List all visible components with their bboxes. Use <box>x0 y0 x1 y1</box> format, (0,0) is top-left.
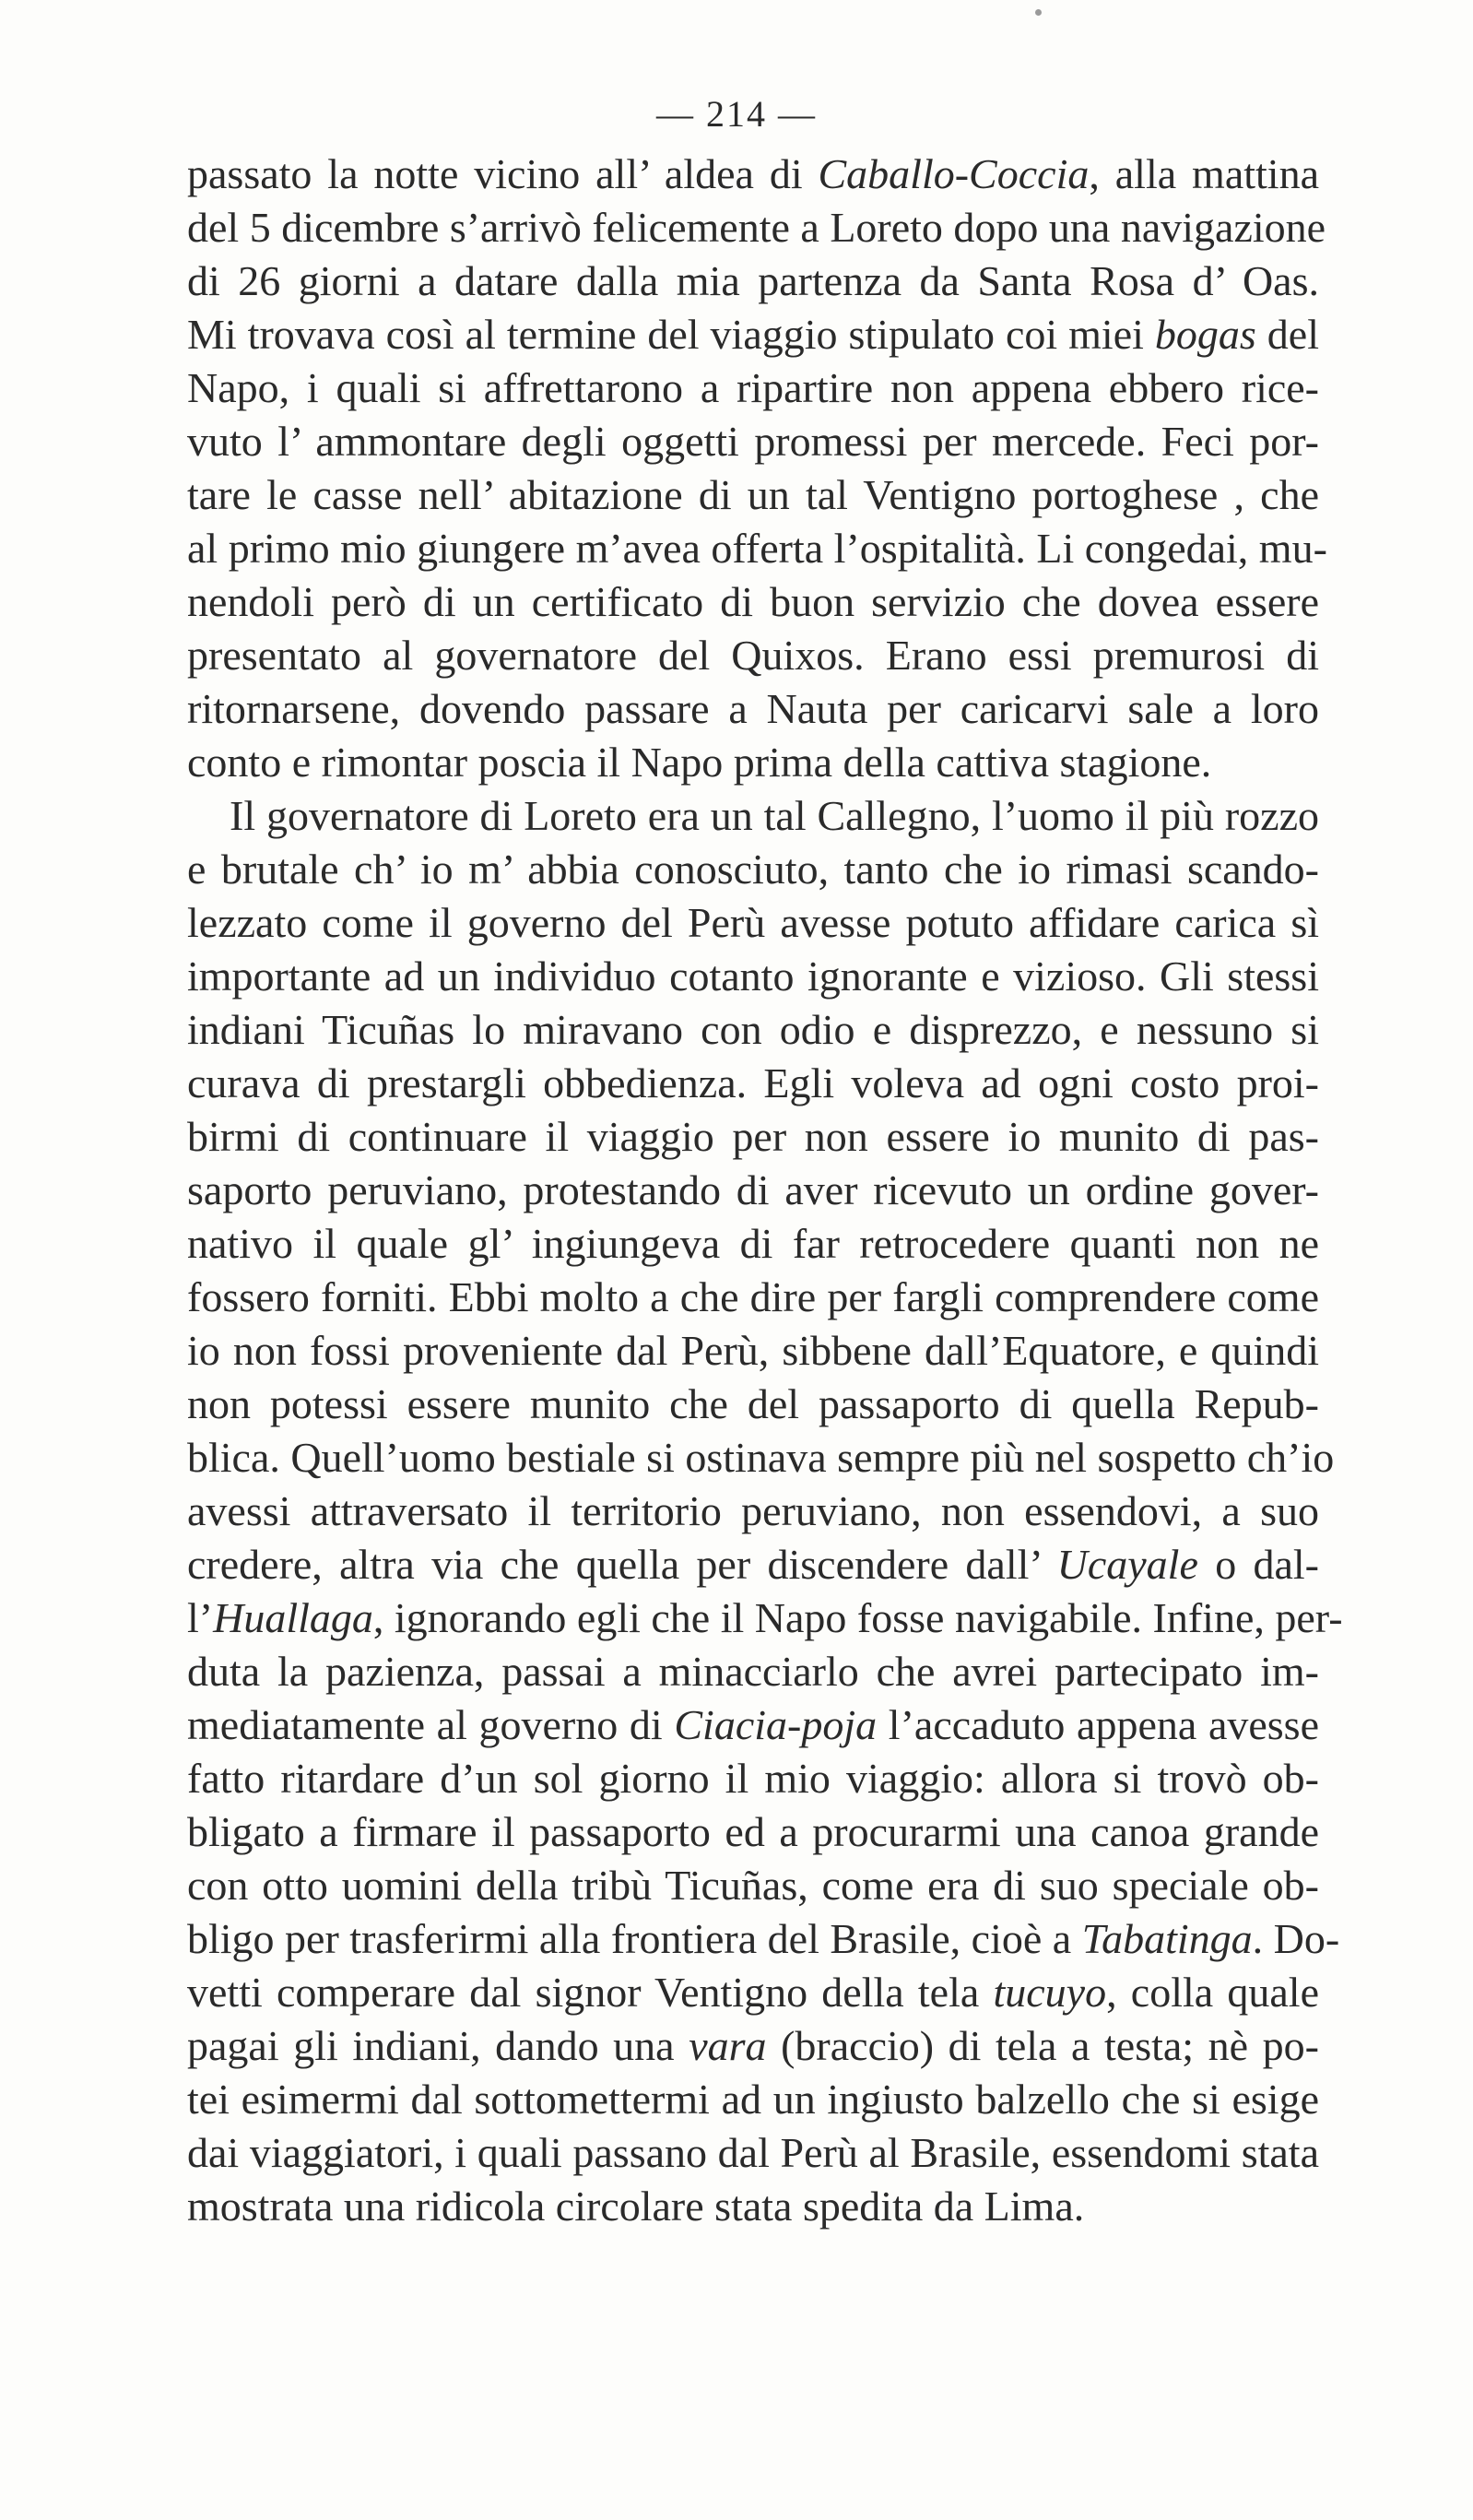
text-run: bligato a firmare il passaporto ed a procurarmi una canoa grande <box>187 1808 1319 1855</box>
text-line <box>187 1324 1319 1378</box>
text-line <box>187 2019 1319 2073</box>
text-line <box>187 1752 1319 1805</box>
text-run: , ignorando egli che il Napo fosse navigabile. Infine, per- <box>372 1594 1343 1641</box>
italic-term: vara <box>689 2022 767 2069</box>
text-line <box>187 1110 1319 1164</box>
text-run: credere, altra via che quella per discendere dall’ <box>187 1541 1057 1588</box>
text-line <box>187 843 1319 896</box>
text-line <box>187 1485 1319 1538</box>
text-run: pagai gli indiani, dando una <box>187 2022 689 2069</box>
text-run: ritornarsene, dovendo passare a Nauta per caricarvi sale a loro <box>187 685 1319 732</box>
text-line <box>187 1859 1319 1912</box>
italic-term: Caballo-Coccia <box>818 150 1090 197</box>
text-run: l’accaduto appena avesse <box>877 1701 1319 1748</box>
text-line <box>187 1217 1319 1271</box>
text-line <box>187 682 1319 736</box>
text-line <box>187 415 1319 468</box>
text-run: di 26 giorni a datare dalla mia partenza da Santa Rosa d’ Oas. <box>187 257 1319 304</box>
text-line <box>187 1645 1319 1698</box>
text-line <box>187 950 1319 1003</box>
text-run: Il governatore di Loreto era un tal Callegno, l’uomo il più rozzo <box>230 792 1319 839</box>
text-run: lezzato come il governo del Perù avesse potuto affidare carica sì <box>187 899 1319 946</box>
text-line <box>187 629 1319 682</box>
text-run: nendoli però di un certificato di buon servizio che dovea essere <box>187 578 1319 625</box>
text-run: non potessi essere munito che del passaporto di quella Repub- <box>187 1380 1319 1427</box>
text-run: io non fossi proveniente dal Perù, sibbene dall’Equatore, e quindi <box>187 1327 1319 1374</box>
text-run: e brutale ch’ io m’ abbia conosciuto, tanto che io rimasi scando- <box>187 846 1319 893</box>
text-line <box>187 148 1319 201</box>
text-run: conto e rimontar poscia il Napo prima della cattiva stagione. <box>187 739 1212 786</box>
text-line <box>187 522 1327 575</box>
text-line <box>187 361 1319 415</box>
text-line <box>187 201 1326 254</box>
text-line <box>187 575 1319 629</box>
text-line <box>187 2180 1319 2233</box>
text-run: fossero forniti. Ebbi molto a che dire per fargli comprendere come <box>187 1273 1319 1320</box>
text-line <box>187 1591 1343 1645</box>
text-line <box>187 1431 1335 1485</box>
text-run: Napo, i quali si affrettarono a ripartire non appena ebbero rice- <box>187 364 1319 411</box>
text-line <box>187 254 1319 308</box>
text-line <box>187 1057 1319 1110</box>
italic-term: bogas <box>1154 311 1256 358</box>
text-run: . Do- <box>1252 1915 1340 1962</box>
text-line <box>187 789 1319 843</box>
text-run: tei esimermi dal sottomettermi ad un ingiusto balzello che si esige <box>187 2076 1319 2123</box>
text-line <box>187 1966 1319 2019</box>
text-line <box>187 1912 1340 1966</box>
text-run: avessi attraversato il territorio peruviano, non essendovi, a suo <box>187 1487 1319 1534</box>
text-run: importante ad un individuo cotanto ignorante e vizioso. Gli stessi <box>187 952 1319 1000</box>
text-run: al primo mio giungere m’avea offerta l’ospitalità. Li congedai, mu- <box>187 525 1327 572</box>
text-run: blica. Quell’uomo bestiale si ostinava sempre più nel sospetto ch’io <box>187 1434 1335 1481</box>
text-line <box>187 736 1319 789</box>
text-line <box>187 1378 1319 1431</box>
text-run: del <box>1255 311 1319 358</box>
text-run: fatto ritardare d’un sol giorno il mio viaggio: allora si trovò ob- <box>187 1755 1319 1802</box>
text-run: bligo per trasferirmi alla frontiera del Brasile, cioè a <box>187 1915 1082 1962</box>
text-run: vuto l’ ammontare degli oggetti promessi per mercede. Feci por- <box>187 418 1319 465</box>
text-run: con otto uomini della tribù Ticuñas, come era di suo speciale ob- <box>187 1862 1319 1909</box>
text-run: tare le casse nell’ abitazione di un tal Ventigno portoghese , che <box>187 471 1319 518</box>
text-line <box>187 2126 1319 2180</box>
text-line <box>187 1538 1319 1591</box>
text-line <box>187 1164 1319 1217</box>
text-line <box>187 1805 1319 1859</box>
text-run: saporto peruviano, protestando di aver ricevuto un ordine gover- <box>187 1166 1319 1213</box>
text-run: l’ <box>187 1594 214 1641</box>
text-run: birmi di continuare il viaggio per non essere io munito di pas- <box>187 1113 1319 1160</box>
text-run: indiani Ticuñas lo miravano con odio e disprezzo, e nessuno si <box>187 1006 1319 1053</box>
text-run: nativo il quale gl’ ingiungeva di far retrocedere quanti non ne <box>187 1220 1319 1267</box>
text-line <box>187 1698 1319 1752</box>
text-line <box>187 2073 1319 2126</box>
italic-term: tucuyo <box>993 1969 1107 2016</box>
text-run: (braccio) di tela a testa; nè po- <box>766 2022 1319 2069</box>
text-run: presentato al governatore del Quixos. Erano essi premurosi di <box>187 632 1319 679</box>
text-run: , colla quale <box>1106 1969 1319 2016</box>
italic-term: Ucayale <box>1056 1541 1198 1588</box>
text-line <box>187 1003 1319 1057</box>
text-run: dai viaggiatori, i quali passano dal Perù al Brasile, essendomi stata <box>187 2129 1319 2176</box>
text-run: mediatamente al governo di <box>187 1701 675 1748</box>
text-line <box>187 308 1319 361</box>
text-run: o dal- <box>1197 1541 1320 1588</box>
body-text <box>187 148 1343 2233</box>
text-run: curava di prestargli obbedienza. Egli voleva ad ogni costo proi- <box>187 1059 1319 1106</box>
text-line <box>187 468 1319 522</box>
italic-term: Ciacia-poja <box>674 1701 878 1748</box>
text-run: vetti comperare dal signor Ventigno della tela <box>187 1969 994 2016</box>
text-run: duta la pazienza, passai a minacciarlo che avrei partecipato im- <box>187 1648 1319 1695</box>
text-run: mostrata una ridicola circolare stata spedita da Lima. <box>187 2183 1085 2230</box>
text-run: , alla mattina <box>1089 150 1319 197</box>
text-line <box>187 896 1319 950</box>
page-number: — 214 — <box>656 93 817 135</box>
text-run: Mi trovava così al termine del viaggio stipulato coi miei <box>187 311 1155 358</box>
text-run: passato la notte vicino all’ aldea di <box>187 150 819 197</box>
italic-term: Tabatinga <box>1081 1915 1253 1962</box>
print-speck <box>1035 9 1042 16</box>
text-run: del 5 dicembre s’arrivò felicemente a Loreto dopo una navigazione <box>187 204 1326 251</box>
italic-term: Huallaga <box>213 1594 373 1641</box>
text-line <box>187 1271 1319 1324</box>
